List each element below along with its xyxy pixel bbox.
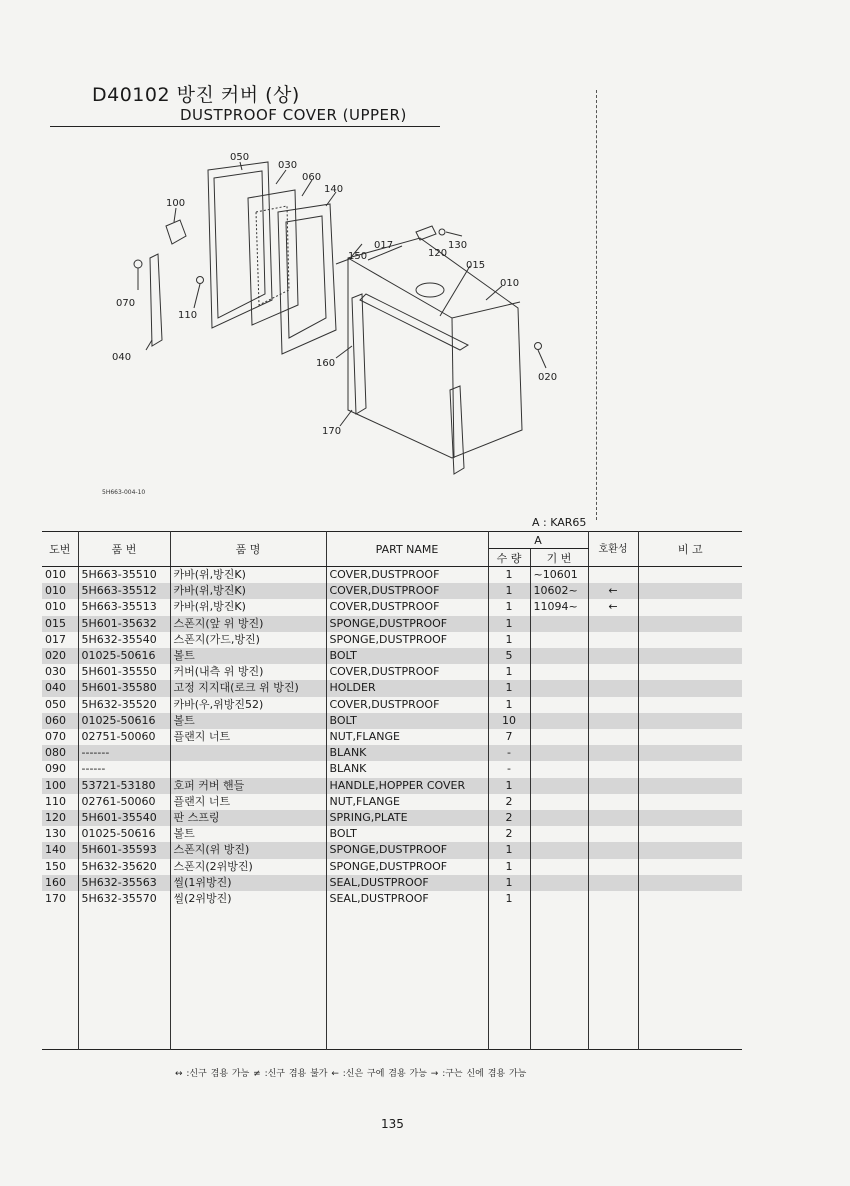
- cell-part-no: 5H601-35593: [78, 842, 170, 858]
- cell-ref: 040: [42, 680, 78, 696]
- cell-interchange: [588, 745, 638, 761]
- part-160-seal: [352, 294, 366, 414]
- cell-name-kr: 씰(2위방진): [170, 891, 326, 907]
- cell-remarks: [638, 875, 742, 891]
- cell-name-kr: 카바(위,방진K): [170, 567, 326, 584]
- page-title: D40102 방진 커버 (상): [92, 84, 300, 106]
- cell-remarks: [638, 616, 742, 632]
- table-row: [42, 664, 742, 680]
- cell-remarks: [638, 761, 742, 777]
- cell-serial: [530, 826, 588, 842]
- cell-serial: [530, 648, 588, 664]
- cell-qty: 1: [488, 664, 530, 680]
- part-070-nut: [134, 260, 142, 268]
- cell-part-no: 5H663-35513: [78, 599, 170, 615]
- cell-name-kr: [170, 761, 326, 777]
- cell-interchange: [588, 567, 638, 584]
- callout-015: 015: [466, 260, 486, 271]
- cell-ref: 020: [42, 648, 78, 664]
- cell-interchange: [588, 810, 638, 826]
- cell-interchange: [588, 729, 638, 745]
- cell-name-en: SPONGE,DUSTPROOF: [326, 859, 488, 875]
- cell-name-en: COVER,DUSTPROOF: [326, 599, 488, 615]
- cell-part-no: 5H601-35580: [78, 680, 170, 696]
- cell-serial: [530, 632, 588, 648]
- cell-part-no: 5H632-35520: [78, 697, 170, 713]
- cell-interchange: ←: [588, 599, 638, 615]
- callout-110: 110: [178, 310, 198, 321]
- table-row: [42, 778, 742, 794]
- col-ref: 도번: [42, 532, 78, 567]
- cell-remarks: [638, 794, 742, 810]
- cell-part-no: 02751-50060: [78, 729, 170, 745]
- callout-010: 010: [500, 278, 520, 289]
- cell-interchange: [588, 778, 638, 794]
- callout-040: 040: [112, 352, 132, 363]
- cell-ref: 130: [42, 826, 78, 842]
- cell-interchange: [588, 632, 638, 648]
- part-040-holder: [150, 254, 162, 346]
- cell-qty: 1: [488, 616, 530, 632]
- cell-serial: [530, 891, 588, 907]
- part-120-spring: [416, 226, 436, 240]
- cell-name-en: BOLT: [326, 713, 488, 729]
- cell-interchange: [588, 875, 638, 891]
- cell-qty: 5: [488, 648, 530, 664]
- cell-qty: 7: [488, 729, 530, 745]
- table-row: [42, 697, 742, 713]
- cell-ref: 090: [42, 761, 78, 777]
- cell-part-no: ------: [78, 761, 170, 777]
- table-row: [42, 729, 742, 745]
- cell-ref: 110: [42, 794, 78, 810]
- callout-170: 170: [322, 426, 342, 437]
- col-interchange: 호환성: [588, 532, 638, 567]
- callout-100: 100: [166, 198, 186, 209]
- cell-part-no: -------: [78, 745, 170, 761]
- table-row: [42, 616, 742, 632]
- cell-serial: [530, 729, 588, 745]
- cell-name-en: HANDLE,HOPPER COVER: [326, 778, 488, 794]
- cell-interchange: [588, 616, 638, 632]
- cell-name-kr: 판 스프링: [170, 810, 326, 826]
- cell-ref: 160: [42, 875, 78, 891]
- cell-qty: 1: [488, 599, 530, 615]
- table-row: [42, 567, 742, 584]
- cell-interchange: [588, 761, 638, 777]
- cell-name-kr: [170, 745, 326, 761]
- table-row: [42, 794, 742, 810]
- cell-remarks: [638, 664, 742, 680]
- callout-120: 120: [428, 248, 448, 259]
- cell-ref: 100: [42, 778, 78, 794]
- col-remarks: 비 고: [638, 532, 742, 567]
- cell-qty: 1: [488, 697, 530, 713]
- cell-name-en: COVER,DUSTPROOF: [326, 697, 488, 713]
- callout-030: 030: [278, 160, 298, 171]
- table-row: [42, 761, 742, 777]
- part-150-sponge-frame: [278, 204, 336, 354]
- cell-interchange: [588, 648, 638, 664]
- cell-ref: 030: [42, 664, 78, 680]
- cell-qty: 1: [488, 680, 530, 696]
- cell-qty: 1: [488, 778, 530, 794]
- cell-name-kr: 커버(내측 위 방진): [170, 664, 326, 680]
- callout-130: 130: [448, 240, 468, 251]
- cell-interchange: ←: [588, 583, 638, 599]
- cell-serial: [530, 875, 588, 891]
- cell-serial: [530, 697, 588, 713]
- cell-ref: 010: [42, 583, 78, 599]
- table-row: [42, 875, 742, 891]
- cell-ref: 140: [42, 842, 78, 858]
- cell-name-kr: 카바(위,방진K): [170, 583, 326, 599]
- col-name-kr: 품 명: [170, 532, 326, 567]
- cell-remarks: [638, 778, 742, 794]
- cell-serial: 11094~: [530, 599, 588, 615]
- cell-interchange: [588, 891, 638, 907]
- table-row: [42, 632, 742, 648]
- cell-serial: [530, 745, 588, 761]
- cell-interchange: [588, 826, 638, 842]
- cell-ref: 015: [42, 616, 78, 632]
- table-row: [42, 891, 742, 907]
- cell-serial: [530, 761, 588, 777]
- cell-ref: 150: [42, 859, 78, 875]
- cell-part-no: 5H601-35632: [78, 616, 170, 632]
- table-row: [42, 810, 742, 826]
- cell-name-en: SEAL,DUSTPROOF: [326, 875, 488, 891]
- table-row: [42, 859, 742, 875]
- cell-interchange: [588, 680, 638, 696]
- cell-name-kr: 씰(1위방진): [170, 875, 326, 891]
- cell-remarks: [638, 729, 742, 745]
- cell-serial: [530, 616, 588, 632]
- cell-qty: 10: [488, 713, 530, 729]
- cell-name-kr: 볼트: [170, 713, 326, 729]
- cell-name-kr: 카바(우,위방진52): [170, 697, 326, 713]
- cell-remarks: [638, 810, 742, 826]
- cell-serial: [530, 810, 588, 826]
- cell-interchange: [588, 697, 638, 713]
- table-row: [42, 680, 742, 696]
- cell-part-no: 01025-50616: [78, 826, 170, 842]
- cell-remarks: [638, 697, 742, 713]
- callout-020: 020: [538, 372, 558, 383]
- cell-name-en: COVER,DUSTPROOF: [326, 583, 488, 599]
- title-rule: [50, 126, 440, 127]
- cell-name-en: HOLDER: [326, 680, 488, 696]
- cell-name-en: SPONGE,DUSTPROOF: [326, 842, 488, 858]
- cell-remarks: [638, 567, 742, 584]
- exploded-parts-diagram: [90, 140, 610, 500]
- cell-ref: 060: [42, 713, 78, 729]
- cell-part-no: 5H663-35510: [78, 567, 170, 584]
- cell-name-en: SEAL,DUSTPROOF: [326, 891, 488, 907]
- cell-ref: 120: [42, 810, 78, 826]
- cell-name-en: SPONGE,DUSTPROOF: [326, 632, 488, 648]
- cell-serial: [530, 842, 588, 858]
- cell-part-no: 5H632-35620: [78, 859, 170, 875]
- cell-name-en: BOLT: [326, 826, 488, 842]
- cell-remarks: [638, 648, 742, 664]
- callout-017: 017: [374, 240, 394, 251]
- cell-remarks: [638, 826, 742, 842]
- cell-part-no: 5H601-35550: [78, 664, 170, 680]
- part-020-bolt: [535, 343, 542, 350]
- cell-ref: 010: [42, 599, 78, 615]
- cell-qty: -: [488, 761, 530, 777]
- cell-qty: 2: [488, 794, 530, 810]
- cell-serial: [530, 794, 588, 810]
- table-filler-row: [42, 907, 742, 1050]
- cell-ref: 070: [42, 729, 78, 745]
- cell-serial: [530, 859, 588, 875]
- cell-name-kr: 카바(위,방진K): [170, 599, 326, 615]
- cell-interchange: [588, 713, 638, 729]
- cell-part-no: 5H663-35512: [78, 583, 170, 599]
- cell-remarks: [638, 599, 742, 615]
- cell-serial: [530, 778, 588, 794]
- cell-name-en: SPONGE,DUSTPROOF: [326, 616, 488, 632]
- cell-remarks: [638, 713, 742, 729]
- cell-ref: 050: [42, 697, 78, 713]
- cell-name-kr: 스폰지(2위방진): [170, 859, 326, 875]
- col-part-no: 품 번: [78, 532, 170, 567]
- cell-part-no: 02761-50060: [78, 794, 170, 810]
- part-010-opening: [416, 283, 444, 297]
- cell-remarks: [638, 891, 742, 907]
- cell-qty: 1: [488, 859, 530, 875]
- cell-name-kr: 스폰지(가드,방진): [170, 632, 326, 648]
- col-group: A: [488, 532, 588, 549]
- cell-part-no: 53721-53180: [78, 778, 170, 794]
- cell-name-kr: 볼트: [170, 826, 326, 842]
- cell-name-kr: 플랜지 너트: [170, 794, 326, 810]
- cell-serial: ~10601: [530, 567, 588, 584]
- page-subtitle: DUSTPROOF COVER (UPPER): [180, 106, 407, 124]
- callout-160: 160: [316, 358, 336, 369]
- callout-070: 070: [116, 298, 136, 309]
- cell-ref: 017: [42, 632, 78, 648]
- cell-part-no: 5H601-35540: [78, 810, 170, 826]
- part-100-handle: [166, 220, 186, 244]
- diagram-code: 5H663-004-10: [102, 489, 146, 496]
- cell-interchange: [588, 794, 638, 810]
- cell-name-kr: 스폰지(앞 위 방진): [170, 616, 326, 632]
- cell-name-en: BLANK: [326, 761, 488, 777]
- table-row: [42, 842, 742, 858]
- cell-name-kr: 스폰지(위 방진): [170, 842, 326, 858]
- parts-table: [42, 531, 742, 1050]
- col-serial: 기 번: [530, 549, 588, 567]
- table-row: [42, 745, 742, 761]
- cell-part-no: 5H632-35570: [78, 891, 170, 907]
- cell-interchange: [588, 664, 638, 680]
- callout-140: 140: [324, 184, 344, 195]
- cell-ref: 010: [42, 567, 78, 584]
- cell-serial: 10602~: [530, 583, 588, 599]
- cell-remarks: [638, 583, 742, 599]
- part-170-seal: [450, 386, 464, 474]
- cell-part-no: 5H632-35540: [78, 632, 170, 648]
- cell-qty: 1: [488, 891, 530, 907]
- cell-part-no: 5H632-35563: [78, 875, 170, 891]
- cell-qty: 1: [488, 583, 530, 599]
- cell-name-en: NUT,FLANGE: [326, 794, 488, 810]
- cell-ref: 170: [42, 891, 78, 907]
- cell-interchange: [588, 859, 638, 875]
- cell-remarks: [638, 859, 742, 875]
- cell-qty: 1: [488, 567, 530, 584]
- cell-name-en: COVER,DUSTPROOF: [326, 567, 488, 584]
- part-010-hopper-cover: [348, 238, 522, 458]
- table-row: [42, 583, 742, 599]
- cell-qty: 2: [488, 826, 530, 842]
- cell-part-no: 01025-50616: [78, 713, 170, 729]
- cell-qty: 2: [488, 810, 530, 826]
- part-110-nut: [197, 277, 204, 284]
- cell-serial: [530, 680, 588, 696]
- cell-name-en: BLANK: [326, 745, 488, 761]
- cell-qty: 1: [488, 632, 530, 648]
- cell-name-en: BOLT: [326, 648, 488, 664]
- cell-serial: [530, 713, 588, 729]
- part-130-bolt: [439, 229, 445, 235]
- table-row: [42, 599, 742, 615]
- cell-name-kr: 볼트: [170, 648, 326, 664]
- callout-060: 060: [302, 172, 322, 183]
- callout-150: 150: [348, 251, 368, 262]
- table-row: [42, 713, 742, 729]
- cell-qty: -: [488, 745, 530, 761]
- cell-name-kr: 고정 지지대(로크 위 방진): [170, 680, 326, 696]
- callout-050: 050: [230, 152, 250, 163]
- table-row: [42, 648, 742, 664]
- cell-name-en: NUT,FLANGE: [326, 729, 488, 745]
- cell-interchange: [588, 842, 638, 858]
- model-label: A : KAR65: [532, 516, 587, 529]
- interchange-legend: ↔ :신구 겸용 가능 ≠ :신구 겸용 불가 ← :신은 구에 겸용 가능 → :구는 신에 겸용 가능: [175, 1069, 527, 1079]
- page-number: 135: [381, 1117, 404, 1131]
- cell-ref: 080: [42, 745, 78, 761]
- cell-remarks: [638, 680, 742, 696]
- cell-qty: 1: [488, 842, 530, 858]
- cell-remarks: [638, 842, 742, 858]
- cell-name-en: SPRING,PLATE: [326, 810, 488, 826]
- col-name-en: PART NAME: [326, 532, 488, 567]
- cell-remarks: [638, 632, 742, 648]
- cell-serial: [530, 664, 588, 680]
- cell-remarks: [638, 745, 742, 761]
- cell-name-en: COVER,DUSTPROOF: [326, 664, 488, 680]
- cell-part-no: 01025-50616: [78, 648, 170, 664]
- cell-qty: 1: [488, 875, 530, 891]
- cell-name-kr: 플랜지 너트: [170, 729, 326, 745]
- col-qty: 수 량: [488, 549, 530, 567]
- table-row: [42, 826, 742, 842]
- cell-name-kr: 호퍼 커버 핸들: [170, 778, 326, 794]
